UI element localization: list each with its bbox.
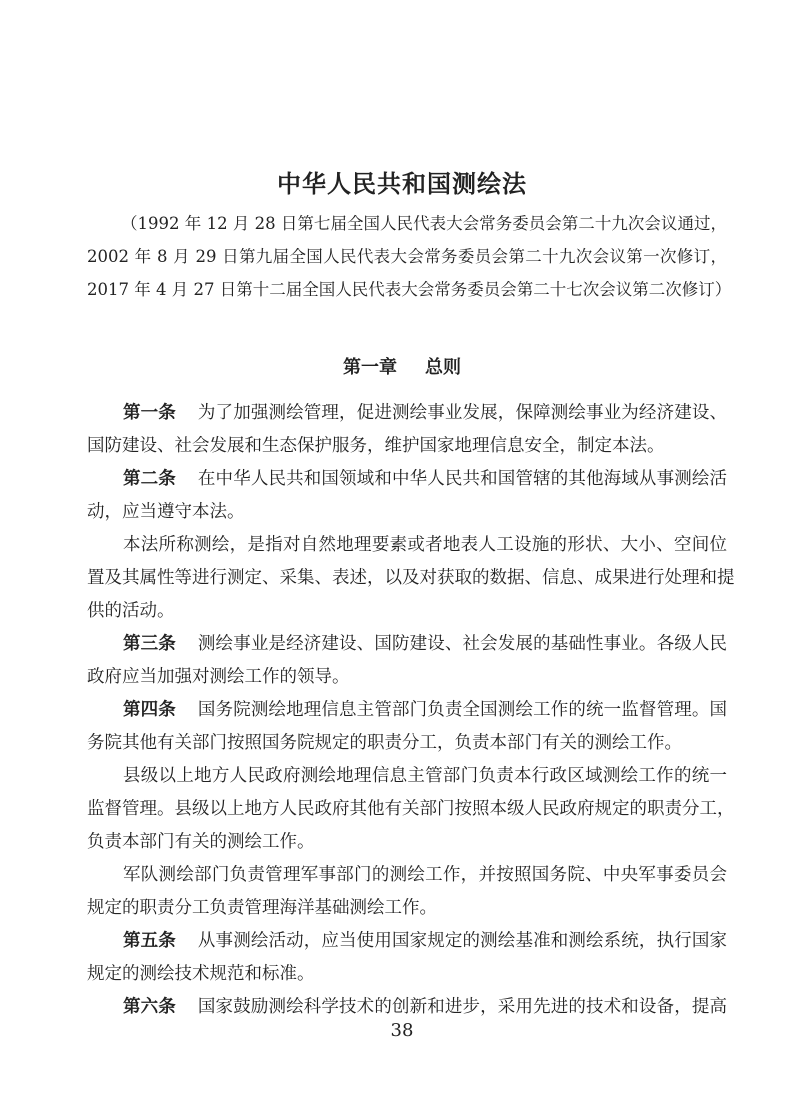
line-text: 监督管理。县级以上地方人民政府其他有关部门按照本级人民政府规定的职责分工，	[87, 799, 735, 819]
line-text: 负责本部门有关的测绘工作。	[87, 832, 315, 852]
line-text: 国务院测绘地理信息主管部门负责全国测绘工作的统一监督管理。国	[197, 700, 727, 720]
text-line	[87, 430, 727, 463]
text-line	[87, 694, 727, 727]
page-number: 38	[390, 1020, 414, 1041]
article-label: 第一条	[123, 403, 176, 423]
text-line	[87, 628, 727, 661]
text-line	[87, 595, 727, 628]
line-text: 测绘事业是经济建设、国防建设、社会发展的基础性事业。各级人民	[197, 634, 727, 654]
text-line	[87, 925, 727, 958]
law-body	[87, 397, 735, 1024]
article-label: 第五条	[123, 931, 176, 951]
enactment-note	[87, 207, 732, 306]
chapter-name: 总则	[425, 357, 461, 378]
text-line	[87, 793, 735, 826]
article	[87, 463, 727, 529]
line-text: 军队测绘部门负责管理军事部门的测绘工作，并按照国务院、中央军事委员会	[123, 865, 727, 885]
line-text: 规定的职责分工负责管理海洋基础测绘工作。	[87, 898, 437, 918]
article-label: 第四条	[123, 700, 176, 720]
text-line	[87, 529, 727, 562]
line-text: 从事测绘活动，应当使用国家规定的测绘基准和测绘系统，执行国家	[197, 931, 727, 951]
chapter-number: 第一章	[343, 357, 397, 378]
note-line: 2002 年 8 月 29 日第九届全国人民代表大会常务委员会第二十九次会议第一次修订，	[87, 247, 727, 266]
line-text: 在中华人民共和国领域和中华人民共和国管辖的其他海域从事测绘活	[197, 469, 727, 489]
article-label: 第六条	[123, 997, 176, 1017]
line-text: 政府应当加强对测绘工作的领导。	[87, 667, 350, 687]
line-text: 本法所称测绘，是指对自然地理要素或者地表人工设施的形状、大小、空间位	[123, 535, 727, 555]
line-text: 为了加强测绘管理，促进测绘事业发展，保障测绘事业为经济建设、	[197, 403, 727, 423]
law-title: 中华人民共和国测绘法	[277, 170, 527, 199]
note-line: （1992 年 12 月 28 日第七届全国人民代表大会常务委员会第二十九次会议通过，	[121, 214, 727, 233]
text-line	[87, 859, 727, 892]
text-line	[87, 958, 727, 991]
line-text: 置及其属性等进行测定、采集、表述，以及对获取的数据、信息、成果进行处理和提	[87, 568, 735, 588]
text-line	[87, 727, 727, 760]
text-line	[87, 463, 727, 496]
line-text: 规定的测绘技术规范和标准。	[87, 964, 315, 984]
line-text: 供的活动。	[87, 601, 175, 621]
article-paragraph	[87, 859, 727, 925]
line-text: 务院其他有关部门按照国务院规定的职责分工，负责本部门有关的测绘工作。	[87, 733, 682, 753]
line-text: 动，应当遵守本法。	[87, 502, 245, 522]
text-line	[87, 892, 727, 925]
chapter-heading	[0, 353, 804, 379]
article	[87, 925, 727, 991]
article-paragraph	[87, 760, 735, 859]
note-line: 2017 年 4 月 27 日第十二届全国人民代表大会常务委员会第二十七次会议第二次修订）	[87, 280, 732, 299]
text-line	[87, 562, 735, 595]
text-line	[87, 496, 727, 529]
text-line	[87, 826, 727, 859]
text-line	[87, 760, 727, 793]
line-text: 国防建设、社会发展和生态保护服务，维护国家地理信息安全，制定本法。	[87, 436, 665, 456]
line-text: 县级以上地方人民政府测绘地理信息主管部门负责本行政区域测绘工作的统一	[123, 766, 727, 786]
line-text: 国家鼓励测绘科学技术的创新和进步，采用先进的技术和设备，提高	[197, 997, 727, 1017]
article	[87, 628, 727, 694]
article-label: 第二条	[123, 469, 176, 489]
text-line	[87, 397, 727, 430]
article	[87, 694, 727, 760]
text-line	[87, 661, 727, 694]
article-paragraph	[87, 529, 735, 628]
article-label: 第三条	[123, 634, 176, 654]
article	[87, 397, 727, 463]
